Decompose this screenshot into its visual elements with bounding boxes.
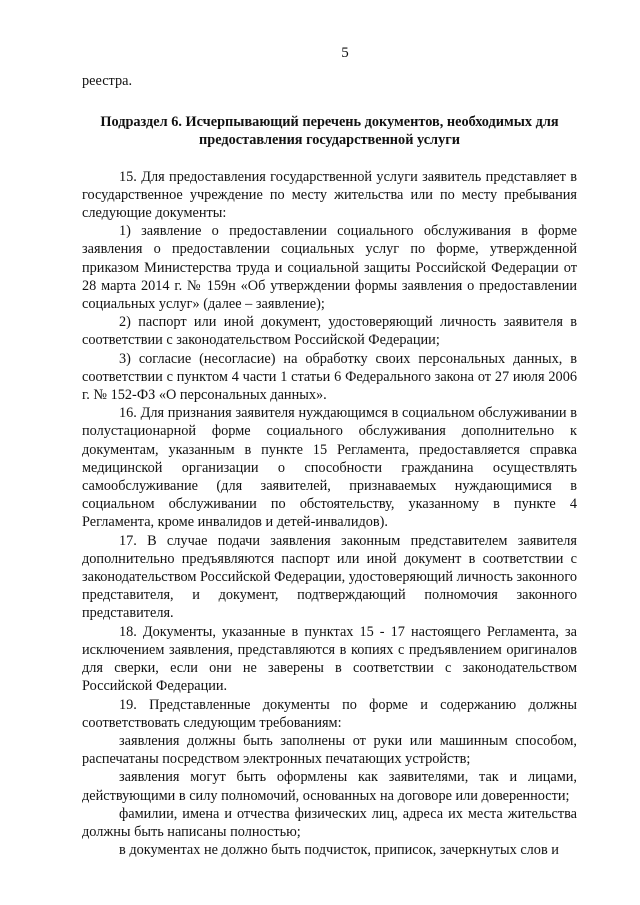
requirement-3: фамилии, имена и отчества физических лиц, адреса их места жительства должны быть написаны полностью; [82,805,577,840]
list-item-2: 2) паспорт или иной документ, удостоверяющий личность заявителя в соответствии с законодательством Российской Федерации; [82,314,577,349]
list-item-3: 3) согласие (несогласие) на обработку своих персональных данных, в соответствии с пунктом 4 части 1 статьи 6 Федерального закона от 27 июля 2006 г. № 152-ФЗ «О персональных данных». [82,350,577,404]
requirement-1: заявления должны быть заполнены от руки или машинным способом, распечатаны посредством электронных печатающих устройств; [82,732,577,768]
requirement-4: в документах не должно быть подчисток, приписок, зачеркнутых слов и [119,842,559,859]
list-item-1: 1) заявление о предоставлении социального обслуживания в форме заявления о предоставлении социальных услуг по форме, утвержденной приказом Министерства труда и социальной защиты Российской Федерации от 28 марта 2014 г. № 159н «Об утверждении формы заявления о предоставлении социальных услуг» (далее – заявление); [82,223,577,313]
continuation-text: реестра. [82,73,133,89]
page-number: 5 [341,45,349,61]
requirement-2: заявления могут быть оформлены как заявителями, так и лицами, действующими в силу полномочий, основанных на договоре или доверенности; [82,769,577,804]
paragraph-15: 15. Для предоставления государственной услуги заявитель представляет в государственное учреждение по месту жительства или по месту пребывания следующие документы: [82,168,577,222]
section-heading: Подраздел 6. Исчерпывающий перечень документов, необходимых для предоставления государственной услуги [100,114,559,149]
paragraph-16: 16. Для признания заявителя нуждающимся в социальном обслуживании в полустационарной форме социального обслуживания дополнительно к документам, указанным в пункте 15 Регламента, предоставляется справка медицинской организации о способности гражданина осуществлять самообслуживание (для заявителей, признаваемых нуждающимися в социальном обслуживании по обстоятельству, указанному в пункте 4 Регламента, кроме инвалидов и детей-инвалидов). [82,405,577,531]
paragraph-17: 17. В случае подачи заявления законным представителем заявителя дополнительно предъявляются паспорт или иной документ в соответствии с законодательством Российской Федерации, удостоверяющий личность законного представителя, и документ, подтверждающий полномочия законного представителя. [82,532,577,622]
paragraph-19: 19. Представленные документы по форме и содержанию должны соответствовать следующим требованиям: [82,696,577,731]
paragraph-18: 18. Документы, указанные в пунктах 15 - 17 настоящего Регламента, за исключением заявления, представляются в копиях с предъявлением оригиналов для сверки, если они не заверены в соответствии с законодательством Российской Федерации. [82,623,577,695]
body-text [82,72,577,859]
